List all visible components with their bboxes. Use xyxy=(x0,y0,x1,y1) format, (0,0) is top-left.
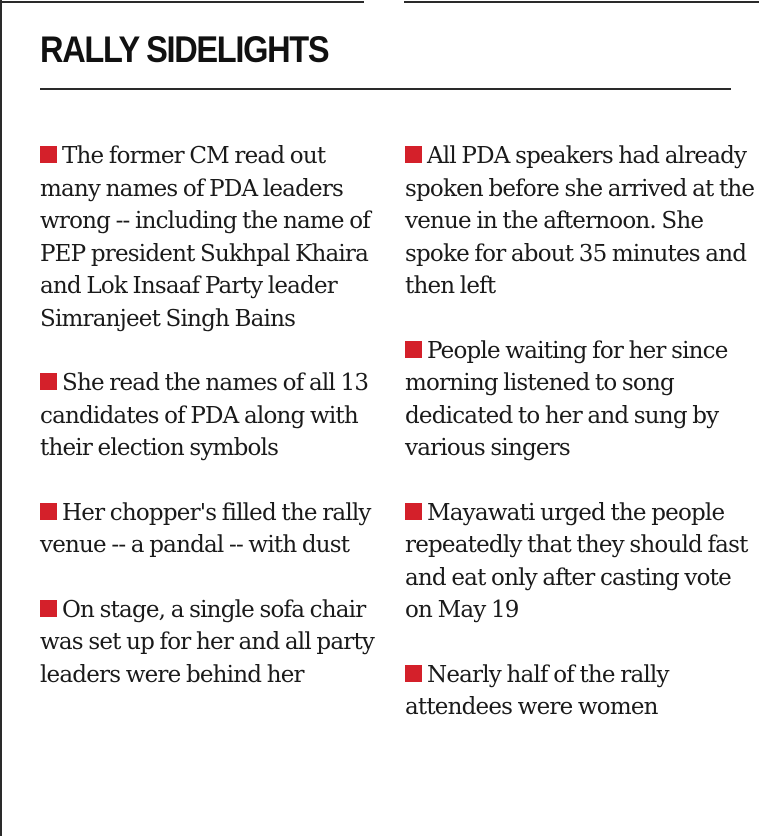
sidelight-text: On stage, a single sofa chair was set up for her and all party leaders were behind her xyxy=(40,596,375,688)
red-square-bullet-icon xyxy=(40,503,57,520)
frame-left-border xyxy=(0,0,2,836)
red-square-bullet-icon xyxy=(40,146,57,163)
box-title: RALLY SIDELIGHTS xyxy=(40,29,329,70)
red-square-bullet-icon xyxy=(40,373,57,390)
sidelight-item xyxy=(40,594,390,692)
sidelight-item xyxy=(40,140,390,335)
title-underline xyxy=(40,88,731,90)
sidelight-item xyxy=(405,335,755,465)
right-column xyxy=(405,140,755,756)
sidelight-text: Mayawati urged the people repeatedly that they should fast and eat only after casting vote on May 19 xyxy=(405,499,748,623)
sidelight-item xyxy=(405,140,755,303)
frame-top-border-left xyxy=(0,1,364,3)
sidelight-item xyxy=(40,367,390,465)
sidelight-item xyxy=(405,497,755,627)
sidelight-text: All PDA speakers had already spoken before she arrived at the venue in the afternoon. She spoke for about 35 minutes and then left xyxy=(405,143,755,299)
red-square-bullet-icon xyxy=(405,341,422,358)
sidelight-text: She read the names of all 13 candidates of PDA along with their election symbols xyxy=(40,370,369,461)
sidelight-item xyxy=(405,659,755,724)
sidelight-text: The former CM read out many names of PDA leaders wrong -- including the name of PEP president Sukhpal Khaira and Lok Insaaf Party leader Simranjeet Singh Bains xyxy=(40,143,370,332)
red-square-bullet-icon xyxy=(40,600,57,617)
frame-top-border-right xyxy=(404,1,759,3)
left-column xyxy=(40,140,390,723)
red-square-bullet-icon xyxy=(405,146,422,163)
red-square-bullet-icon xyxy=(405,503,422,520)
sidelight-text: Nearly half of the rally attendees were women xyxy=(405,661,669,720)
sidelight-item xyxy=(40,497,390,562)
red-square-bullet-icon xyxy=(405,665,422,682)
sidelight-text: People waiting for her since morning listened to song dedicated to her and sung by various singers xyxy=(405,337,728,461)
sidelight-text: Her chopper's filled the rally venue -- a pandal -- with dust xyxy=(40,499,371,558)
